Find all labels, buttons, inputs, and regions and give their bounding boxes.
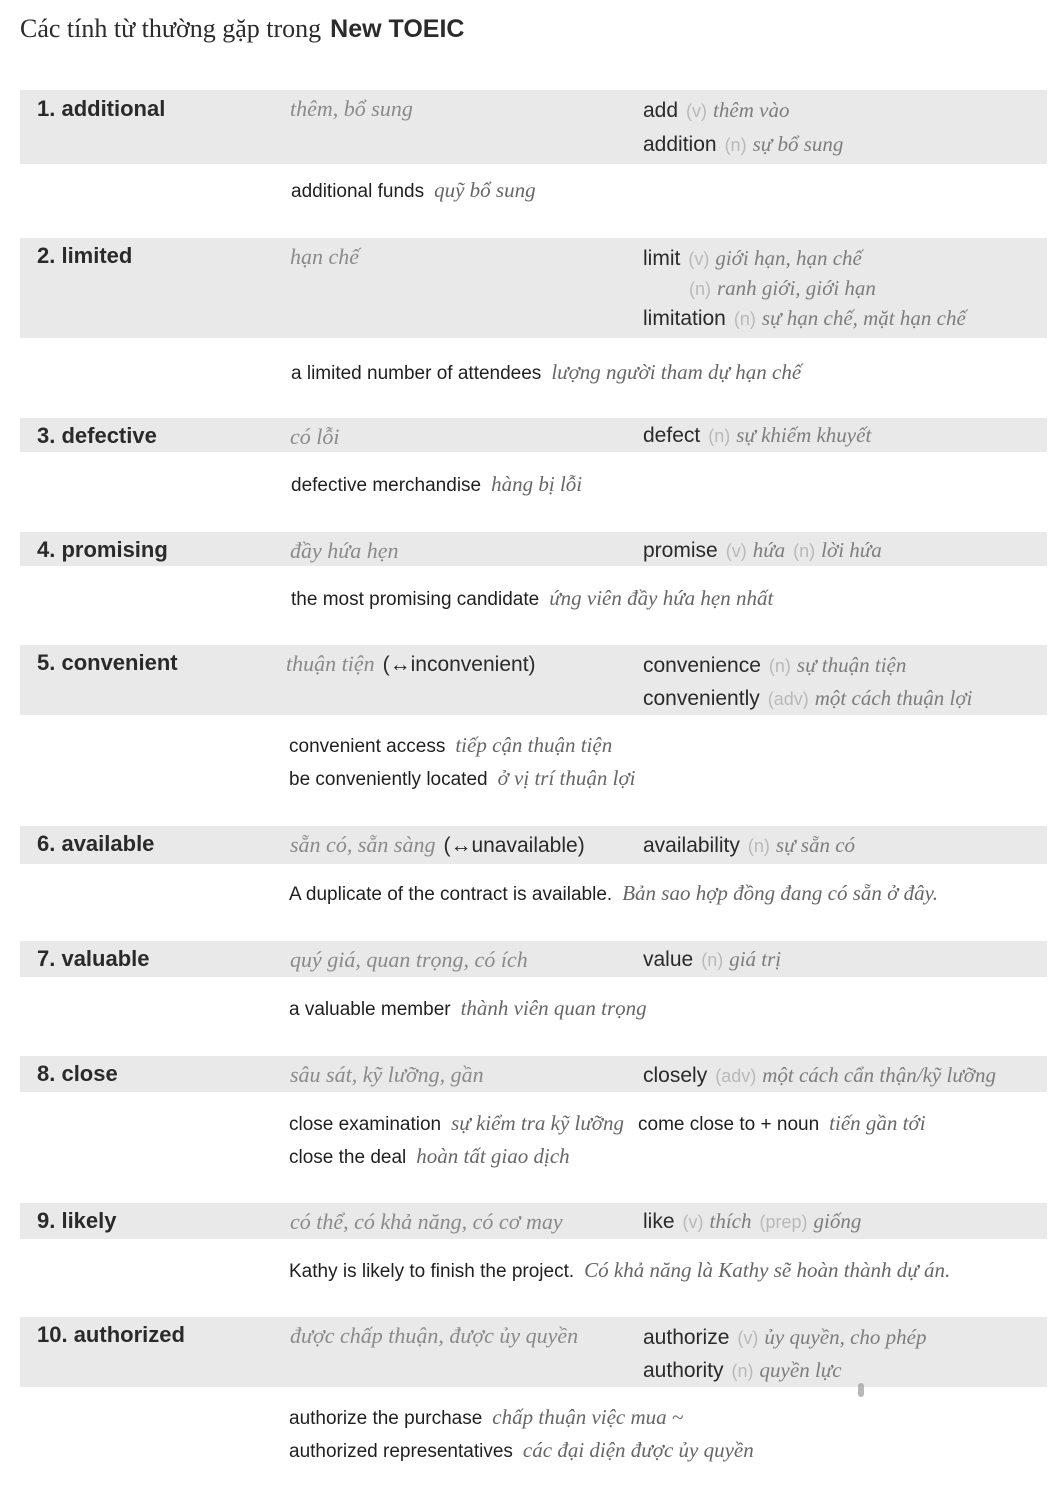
example-en: authorized representatives xyxy=(289,1441,513,1462)
related-word-term: promise xyxy=(643,539,718,562)
example-phrase xyxy=(289,733,612,758)
meaning-text: quý giá, quan trọng, có ích xyxy=(290,947,528,972)
related-word-meaning: sự sẵn có xyxy=(775,833,856,857)
related-word-meaning: quyền lực xyxy=(759,1358,842,1382)
part-of-speech: (n) xyxy=(731,1361,754,1381)
related-word-meaning: một cách cẩn thận/kỹ lưỡng xyxy=(762,1063,996,1087)
example-en: additional funds xyxy=(291,181,425,202)
part-of-speech: (v) xyxy=(737,1328,759,1348)
part-of-speech: (prep) xyxy=(759,1212,808,1232)
headword-meaning xyxy=(290,244,359,270)
related-word xyxy=(643,132,843,157)
meaning-text: hạn chế xyxy=(290,244,360,269)
headword: 6. available xyxy=(37,831,155,856)
entry-band xyxy=(20,532,1047,566)
headword: 9. likely xyxy=(37,1208,117,1233)
related-word xyxy=(643,1325,927,1350)
meaning-text: có lỗi xyxy=(290,424,340,449)
part-of-speech: (n) xyxy=(701,950,724,970)
related-word xyxy=(643,653,906,678)
headword: 3. defective xyxy=(37,423,157,448)
example-vn: lượng người tham dự hạn chế xyxy=(551,360,802,384)
related-word-term: authority xyxy=(643,1359,724,1382)
related-word xyxy=(643,246,862,271)
part-of-speech: (adv) xyxy=(715,1066,757,1086)
scan-smudge xyxy=(858,1383,864,1397)
headword-meaning xyxy=(290,424,340,450)
related-word-term: like xyxy=(643,1210,675,1233)
headword-meaning xyxy=(290,947,528,973)
related-word-meaning: một cách thuận lợi xyxy=(814,686,973,710)
related-word-meaning: sự hạn chế, mặt hạn chế xyxy=(761,306,966,330)
related-word-meaning: thêm vào xyxy=(713,98,790,122)
related-word-meaning: sự thuận tiện xyxy=(796,653,907,677)
example-phrase xyxy=(291,472,582,497)
headword: 5. convenient xyxy=(37,650,178,675)
part-of-speech: (n) xyxy=(733,309,756,329)
related-word xyxy=(643,1209,861,1234)
example-vn: quỹ bổ sung xyxy=(434,178,536,202)
related-word-term: limitation xyxy=(643,307,726,330)
related-word-term: addition xyxy=(643,133,717,156)
headword: 4. promising xyxy=(37,537,168,562)
part-of-speech: (v) xyxy=(686,101,708,121)
headword: 7. valuable xyxy=(37,946,150,971)
part-of-speech: (n) xyxy=(768,656,791,676)
example-phrase xyxy=(289,1438,754,1463)
related-word-meaning: ủy quyền, cho phép xyxy=(764,1325,927,1349)
related-word-meaning: giá trị xyxy=(729,947,782,971)
example-vn: tiếp cận thuận tiện xyxy=(455,733,613,757)
part-of-speech: (v) xyxy=(682,1212,704,1232)
related-word-meaning: giới hạn, hạn chế xyxy=(715,246,862,270)
related-word xyxy=(643,833,855,858)
example-en: defective merchandise xyxy=(291,475,482,496)
related-word-term: limit xyxy=(643,247,681,270)
antonym: (↔unavailable) xyxy=(443,834,585,857)
example-vn: ứng viên đầy hứa hẹn nhất xyxy=(549,586,774,610)
related-word-term: availability xyxy=(643,834,740,857)
related-word xyxy=(643,538,882,563)
example-phrase xyxy=(289,1111,926,1136)
part-of-speech: (n) xyxy=(747,836,770,856)
entry-band xyxy=(20,941,1047,977)
entry-band xyxy=(20,418,1047,452)
example-en: close examination xyxy=(289,1114,442,1135)
related-word-meaning: giống xyxy=(813,1209,862,1233)
example-vn: tiến gần tới xyxy=(829,1111,926,1135)
example-vn: thành viên quan trọng xyxy=(460,996,647,1020)
example-en: Kathy is likely to finish the project. xyxy=(289,1261,575,1282)
related-word-term: closely xyxy=(643,1064,708,1087)
related-word xyxy=(643,98,789,123)
antonym: (↔inconvenient) xyxy=(382,653,536,676)
part-of-speech: (n) xyxy=(793,541,816,561)
example-vn: hoàn tất giao dịch xyxy=(416,1144,570,1168)
related-word-meaning: ranh giới, giới hạn xyxy=(717,276,876,300)
example-en: a limited number of attendees xyxy=(291,363,542,384)
part-of-speech: (adv) xyxy=(767,689,809,709)
related-word-term: authorize xyxy=(643,1326,730,1349)
example-en: come close to + noun xyxy=(638,1114,820,1135)
example-en: be conveniently located xyxy=(289,769,488,790)
example-vn: hàng bị lỗi xyxy=(491,472,583,496)
example-phrase xyxy=(289,1258,950,1283)
headword: 10. authorized xyxy=(37,1322,185,1347)
headword-meaning xyxy=(290,1209,563,1235)
meaning-text: sâu sát, kỹ lưỡng, gần xyxy=(290,1062,484,1087)
meaning-text: có thể, có khả năng, có cơ may xyxy=(290,1209,563,1234)
example-en: A duplicate of the contract is available. xyxy=(289,884,613,905)
meaning-text: thêm, bổ sung xyxy=(290,96,413,121)
part-of-speech: (n) xyxy=(708,426,731,446)
part-of-speech: (v) xyxy=(725,541,747,561)
example-en: close the deal xyxy=(289,1147,407,1168)
headword-meaning xyxy=(286,651,536,677)
related-word xyxy=(643,1358,842,1383)
headword-meaning xyxy=(290,96,413,122)
example-phrase xyxy=(289,996,647,1021)
example-vn: sự kiểm tra kỹ lưỡng xyxy=(451,1111,625,1135)
related-word-meaning: lời hứa xyxy=(821,538,882,562)
example-phrase xyxy=(291,178,536,203)
related-word xyxy=(643,1063,996,1088)
example-vn: ở vị trí thuận lợi xyxy=(497,766,636,790)
meaning-text: được chấp thuận, được ủy quyền xyxy=(290,1323,579,1348)
related-word-term: conveniently xyxy=(643,687,760,710)
related-word xyxy=(643,947,781,972)
related-word xyxy=(689,276,876,301)
related-word-term: convenience xyxy=(643,654,761,677)
example-vn: Bản sao hợp đồng đang có sẵn ở đây. xyxy=(622,881,939,905)
example-phrase xyxy=(289,881,938,906)
part-of-speech: (n) xyxy=(689,279,711,299)
related-word-meaning: thích xyxy=(709,1209,752,1233)
part-of-speech: (v) xyxy=(688,249,710,269)
related-word xyxy=(643,686,972,711)
example-en: authorize the purchase xyxy=(289,1408,483,1429)
meaning-text: thuận tiện xyxy=(286,651,375,676)
entry-band xyxy=(20,90,1047,164)
meaning-text: đầy hứa hẹn xyxy=(290,538,399,563)
headword: 2. limited xyxy=(37,243,133,268)
related-word xyxy=(643,423,871,448)
example-phrase xyxy=(289,766,636,791)
part-of-speech: (n) xyxy=(724,135,747,155)
headword-meaning xyxy=(290,538,399,564)
example-en: the most promising candidate xyxy=(291,589,540,610)
example-phrase xyxy=(289,1144,570,1169)
example-phrase xyxy=(289,1405,683,1430)
example-vn: Có khả năng là Kathy sẽ hoàn thành dự án. xyxy=(584,1258,951,1282)
page-title-en: New TOEIC xyxy=(330,15,465,43)
example-vn: các đại diện được ủy quyền xyxy=(522,1438,754,1462)
meaning-text: sẵn có, sẵn sàng xyxy=(290,832,436,857)
example-en: a valuable member xyxy=(289,999,451,1020)
headword-meaning xyxy=(290,832,585,858)
related-word-term: value xyxy=(643,948,694,971)
related-word xyxy=(643,306,966,331)
headword: 8. close xyxy=(37,1061,118,1086)
page-title xyxy=(20,14,464,54)
example-en: convenient access xyxy=(289,736,446,757)
page-title-vn: Các tính từ thường gặp trong xyxy=(20,14,322,43)
related-word-meaning: sự bổ sung xyxy=(752,132,844,156)
example-phrase xyxy=(291,586,773,611)
related-word-meaning: sự khiếm khuyết xyxy=(736,423,872,447)
related-word-term: add xyxy=(643,99,679,122)
headword: 1. additional xyxy=(37,96,166,121)
headword-meaning xyxy=(290,1062,484,1088)
example-phrase xyxy=(291,360,801,385)
example-vn: chấp thuận việc mua ~ xyxy=(492,1405,684,1429)
related-word-meaning: hứa xyxy=(752,538,786,562)
headword-meaning xyxy=(290,1323,578,1349)
related-word-term: defect xyxy=(643,424,701,447)
